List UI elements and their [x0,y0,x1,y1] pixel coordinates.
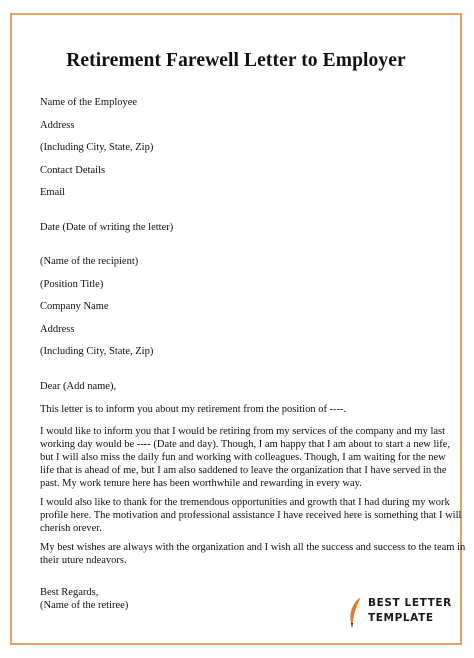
sender-city-state-zip: (Including City, State, Zip) [40,142,154,153]
sender-name: Name of the Employee [40,97,138,108]
sender-contact: Contact Details [40,165,106,176]
recipient-company: Company Name [40,301,109,312]
signature: (Name of the retiree) [40,600,129,611]
sender-address: Address [40,120,75,131]
body-line: their uture ndeavors. [40,555,127,566]
body-line: working day would be ---- (Date and day). Though, I am happy that I am about to start a new life, [40,439,451,450]
body-line: I would like to inform you that I would be retiring from my services of the company and my last [40,426,446,437]
recipient-address: Address [40,324,75,335]
logo-text-line1: BEST LETTER [368,597,452,609]
body-line: but I will also miss the daily fun and working with colleagues. Though, I am waiting for the new [40,452,446,463]
body-paragraph-1 [40,425,451,490]
recipient-position: (Position Title) [40,279,104,290]
body-paragraph-3 [40,541,466,567]
body-paragraph-2 [40,496,462,535]
brand-logo [346,593,456,633]
quill-pen-icon [346,595,366,629]
body-line: cherish orever. [40,523,102,534]
recipient-name: (Name of the recipient) [40,256,139,267]
logo-text-line2: TEMPLATE [368,612,434,624]
intro-paragraph: This letter is to inform you about my retirement from the position of ----. [40,404,347,415]
closing: Best Regards, [40,587,99,598]
body-line: profile here. The motivation and professional assistance I have received here is something that I will [40,510,462,521]
sender-email: Email [40,187,66,198]
date-line: Date (Date of writing the letter) [40,222,174,233]
body-line: life that is ahead of me, but I am also saddened to leave the organization that I have served in the [40,465,447,476]
salutation: Dear (Add name), [40,381,117,392]
recipient-city-state-zip: (Including City, State, Zip) [40,346,154,357]
letter-page [10,13,466,645]
body-line: My best wishes are always with the organization and I wish all the success and success to the team in [40,542,466,553]
body-line: past. My work tenure here has been worthwhile and rewarding in every way. [40,478,362,489]
page-title: Retirement Farewell Letter to Employer [66,50,406,71]
body-line: I would also like to thank for the tremendous opportunities and growth that I had during my work [40,497,450,508]
